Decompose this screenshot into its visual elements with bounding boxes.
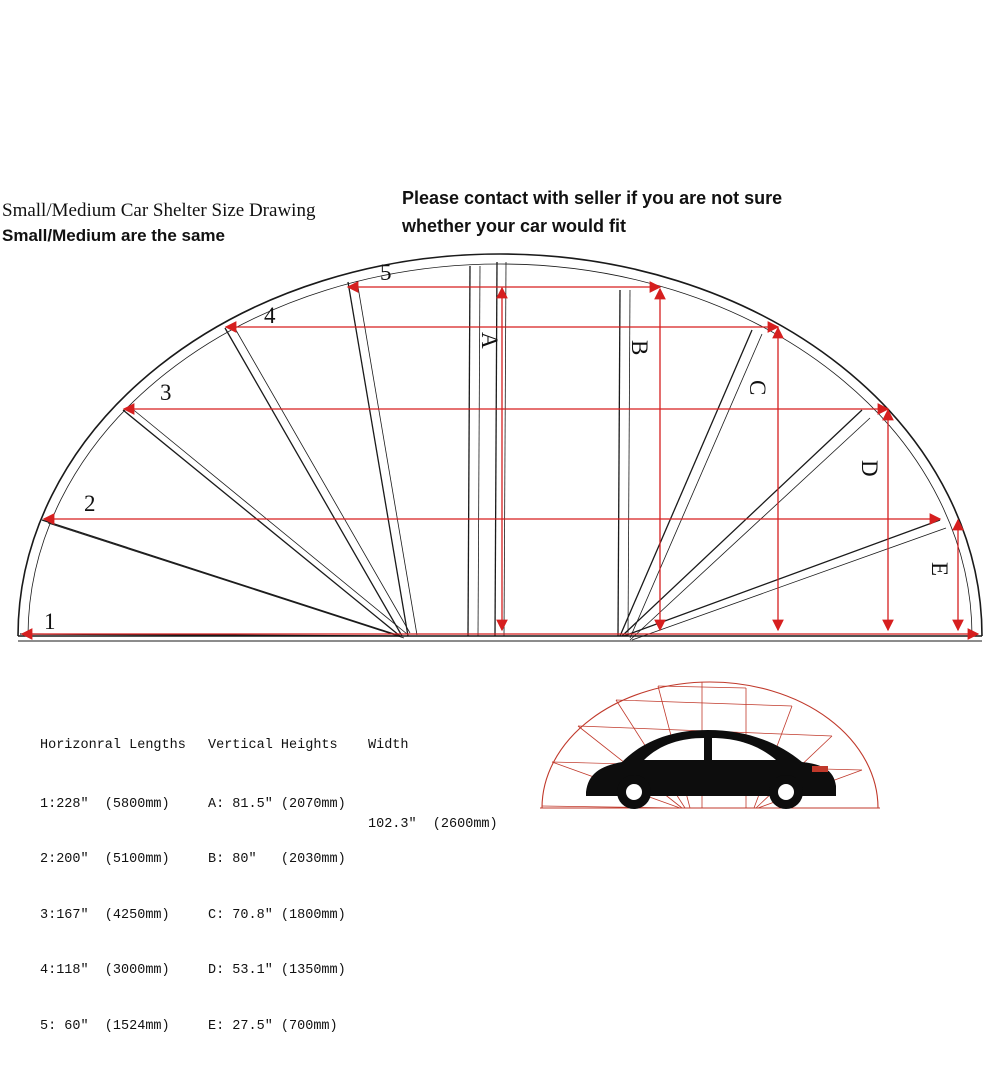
height-label-a: A — [477, 332, 502, 349]
right-rib-group — [618, 290, 946, 640]
arch-outline-inner — [28, 264, 972, 636]
rib-label-1: 1 — [44, 609, 56, 634]
rib-a-left — [468, 266, 470, 636]
page-title: Small/Medium Car Shelter Size Drawing — [2, 200, 316, 221]
rib-c-right — [620, 330, 752, 636]
seller-notice-line-1: Please contact with seller if you are not sure — [402, 188, 783, 208]
rib-5-left — [348, 282, 408, 636]
car-taillight — [812, 766, 828, 772]
rib-center-inner — [504, 262, 506, 636]
height-label-c: C — [745, 380, 770, 396]
rib-label-3: 3 — [160, 380, 172, 405]
legend-width — [368, 700, 498, 871]
height-label-d: D — [857, 460, 882, 477]
thumb-purlin-3 — [616, 700, 792, 706]
rib-4-left-inner — [233, 325, 410, 633]
arch-outline — [18, 254, 982, 636]
legend-width-heading: Width — [368, 738, 409, 753]
legend-horizontal-lengths — [40, 700, 186, 1073]
rib-label-4: 4 — [264, 303, 276, 328]
legend-width-row-1: 102.3" (2600mm) — [368, 816, 498, 832]
rib-e-right — [624, 520, 940, 636]
rib-2-left-inner — [48, 523, 404, 638]
legend-vertical-row-e: E: 27.5" (700mm) — [208, 1018, 338, 1034]
rib-5-left-inner — [357, 281, 417, 635]
legend-vertical-heading: Vertical Heights — [208, 738, 338, 753]
car-in-shelter-thumbnail — [530, 670, 890, 815]
seller-notice-line-2: whether your car would fit — [402, 216, 627, 236]
legend-horizontal-heading: Horizonral Lengths — [40, 738, 186, 753]
legend-vertical-row-c: C: 70.8" (1800mm) — [208, 907, 346, 923]
legend-horizontal-row-5: 5: 60" (1524mm) — [40, 1018, 170, 1034]
legend-horizontal-row-3: 3:167" (4250mm) — [40, 907, 170, 923]
height-label-b: B — [627, 340, 652, 356]
left-rib-group — [20, 266, 480, 638]
rib-3-left-inner — [130, 407, 407, 634]
rib-center — [495, 262, 497, 636]
rib-2-left — [42, 520, 400, 636]
rib-label-2: 2 — [84, 491, 96, 516]
center-rib-group — [495, 262, 506, 636]
car-wheel-front-hub — [626, 784, 642, 800]
vertical-dimension-group — [502, 288, 958, 630]
legend-horizontal-row-4: 4:118" (3000mm) — [40, 963, 170, 978]
legend-vertical-row-b: B: 80" (2030mm) — [208, 852, 346, 867]
legend-horizontal-row-1: 1:228" (5800mm) — [40, 796, 170, 812]
rib-3-left — [123, 410, 400, 636]
rib-4-left — [225, 328, 402, 636]
legend-horizontal-row-2: 2:200" (5100mm) — [40, 852, 170, 867]
car-silhouette — [586, 730, 836, 809]
legend-vertical-heights — [208, 700, 346, 1073]
car-wheel-rear-hub — [778, 784, 794, 800]
rib-e-right-inner — [632, 528, 946, 640]
rib-b-right — [618, 290, 620, 636]
legend-vertical-row-d: D: 53.1" (1350mm) — [208, 963, 346, 978]
legend-vertical-row-a: A: 81.5" (2070mm) — [208, 796, 346, 812]
rib-label-5: 5 — [380, 260, 392, 285]
page-subtitle: Small/Medium are the same — [2, 226, 225, 245]
height-label-e: E — [927, 562, 952, 577]
rib-a-left-inner — [478, 266, 480, 636]
rib-d-right — [622, 410, 862, 636]
